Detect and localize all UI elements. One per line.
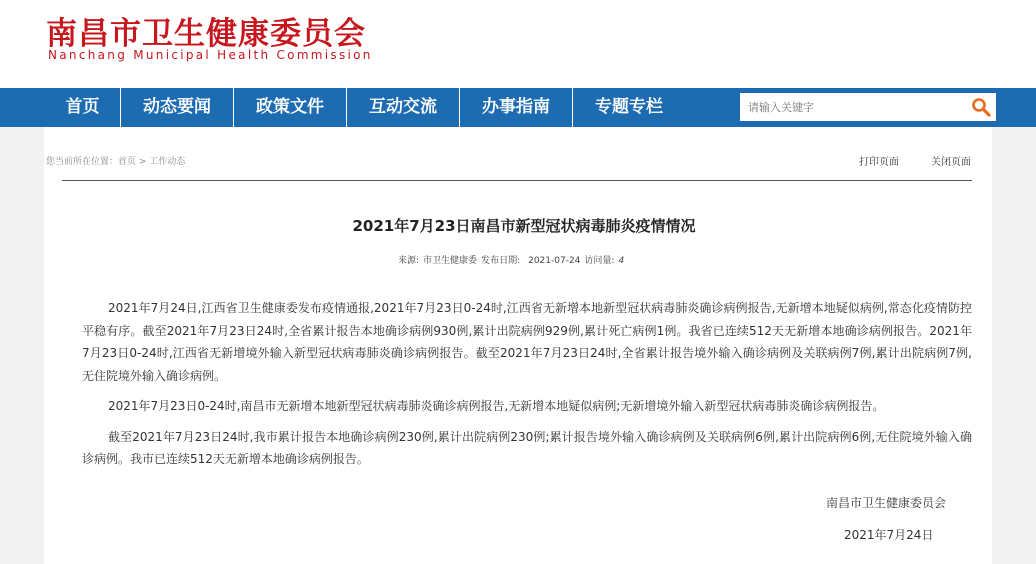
nav-item-news[interactable]: 动态要闻 bbox=[143, 97, 211, 117]
site-header bbox=[0, 0, 1036, 88]
close-page-button[interactable]: 关闭页面 bbox=[931, 157, 971, 168]
article-meta bbox=[398, 253, 624, 266]
breadcrumb-home-link[interactable]: 首页 bbox=[118, 157, 137, 167]
article-signature: 南昌市卫生健康委员会 bbox=[826, 496, 947, 510]
nav-item-home[interactable]: 首页 bbox=[65, 97, 100, 117]
breadcrumb-prefix: 您当前所在位置： bbox=[46, 157, 119, 167]
header-divider bbox=[62, 180, 972, 181]
search-box bbox=[740, 93, 996, 121]
breadcrumb-current-link[interactable]: 工作动态 bbox=[149, 157, 186, 167]
views-count: 4 bbox=[618, 256, 625, 266]
views-label: 访问量: bbox=[584, 256, 615, 266]
article-sign-date: 2021年7月24日 bbox=[844, 528, 934, 542]
nav-item-interaction[interactable]: 互动交流 bbox=[369, 97, 437, 117]
date-value: 2021-07-24 bbox=[528, 256, 581, 266]
article-body bbox=[82, 297, 972, 471]
article-paragraph: 2021年7月23日0-24时,南昌市无新增本地新型冠状病毒肺炎确诊病例报告,无新增本地疑似病例;无新增境外输入新型冠状病毒肺炎确诊病例报告。 bbox=[108, 399, 885, 413]
breadcrumb bbox=[46, 154, 185, 167]
article-title: 2021年7月23日南昌市新型冠状病毒肺炎疫情情况 bbox=[352, 217, 696, 235]
nav-item-policy[interactable]: 政策文件 bbox=[256, 97, 324, 117]
print-page-button[interactable]: 打印页面 bbox=[859, 157, 899, 168]
nav-item-topics[interactable]: 专题专栏 bbox=[595, 97, 663, 117]
breadcrumb-separator: > bbox=[136, 157, 150, 167]
date-label: 发布日期: bbox=[481, 256, 521, 266]
search-input[interactable] bbox=[740, 93, 968, 121]
source-value: 市卫生健康委 bbox=[423, 256, 478, 266]
article-paragraph: 截至2021年7月23日24时,我市累计报告本地确诊病例230例,累计出院病例230例;累计报告境外输入确诊病例及关联病例6例,累计出院病例6例,无住院境外输入确诊病例。我市已连续512天无新增本地确诊病例报告。 bbox=[82, 429, 972, 466]
article-paragraph: 2021年7月24日,江西省卫生健康委发布疫情通报,2021年7月23日0-24时,江西省无新增本地新型冠状病毒肺炎确诊病例报告,无新增本地疑似病例,常态化疫情防控平稳有序。截至2021年7月23日24时,全省累计报告本地确诊病例930例,累计出院病例929例,累计死亡病例1例。我省已连续512天无新增本地确诊病例报告。2021年7月23日0-24时,江西省无新增境外输入新型冠状病毒肺炎确诊病例报告。截至2021年7月23日24时,全省累计报告境外输入确诊病例及关联病例7例,累计出院病例7例,无住院境外输入确诊病例。 bbox=[82, 301, 972, 383]
nav-item-services[interactable]: 办事指南 bbox=[482, 97, 550, 117]
source-label: 来源: bbox=[398, 256, 420, 266]
magnifier-icon[interactable] bbox=[971, 97, 991, 117]
site-logo-subtitle: Nanchang Municipal Health Commission bbox=[48, 48, 373, 62]
site-logo-title[interactable]: 南昌市卫生健康委员会 bbox=[46, 16, 366, 52]
